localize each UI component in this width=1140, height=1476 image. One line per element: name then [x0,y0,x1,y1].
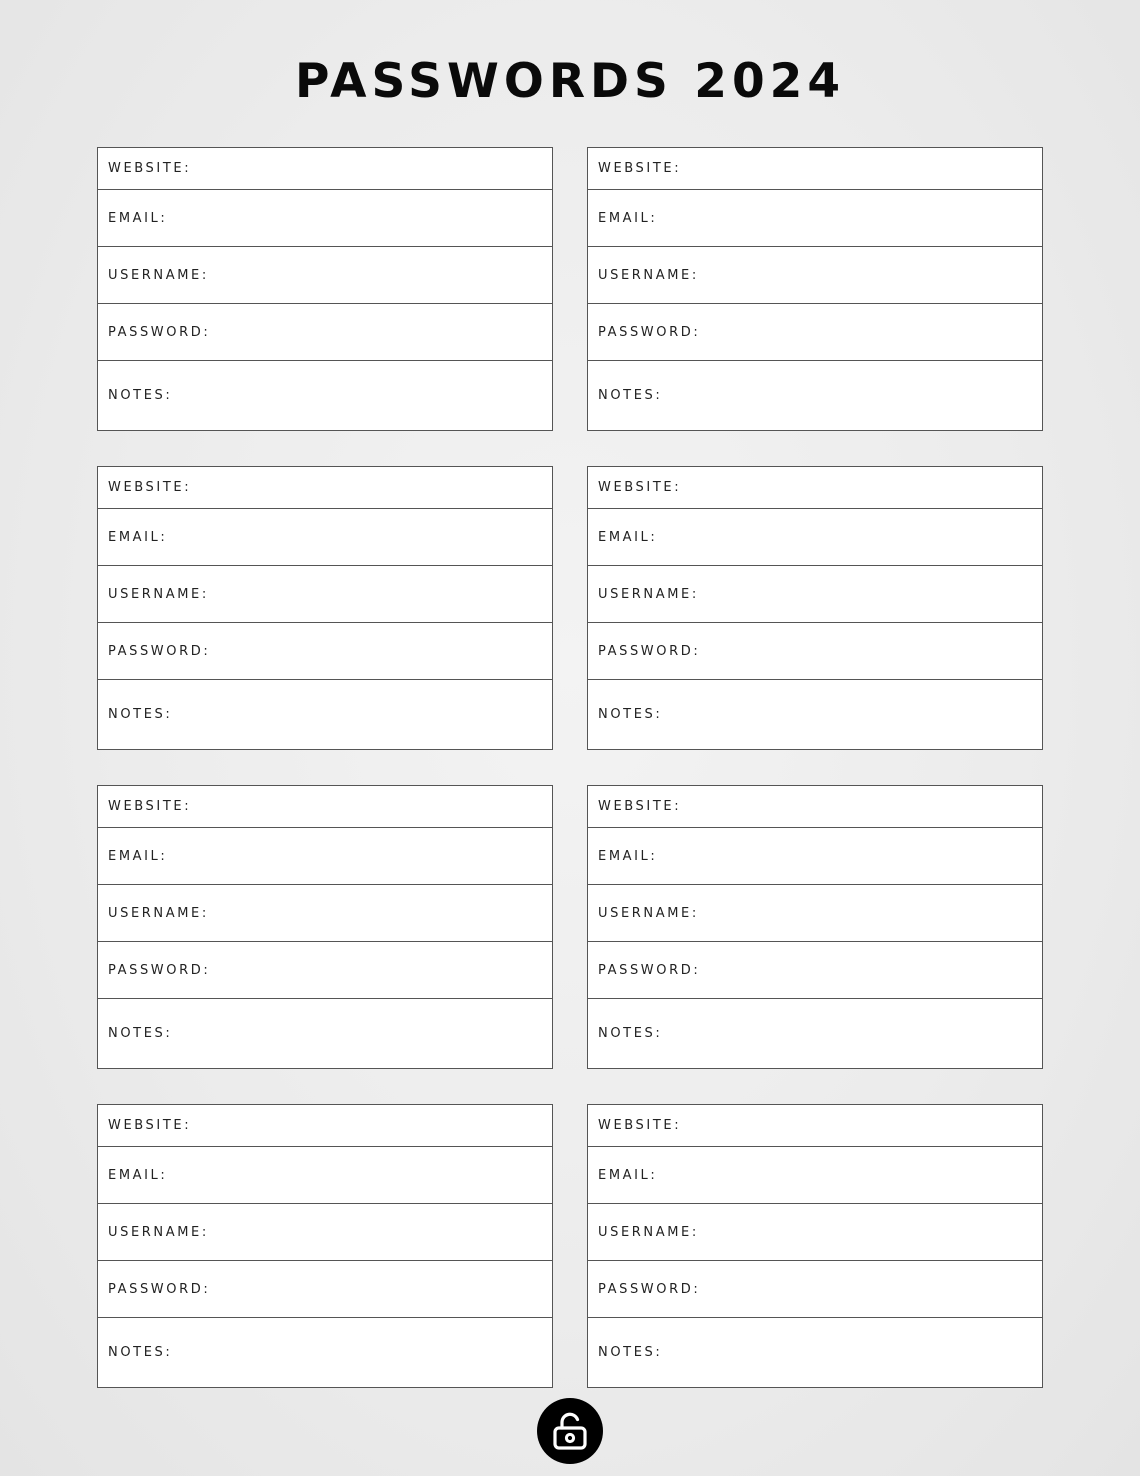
website-field[interactable] [98,148,552,190]
password-entry-card-1 [97,147,553,431]
email-field[interactable] [98,828,552,885]
username-label: USERNAME: [598,586,699,602]
username-field[interactable] [588,247,1042,304]
password-field[interactable] [98,623,552,680]
password-entry-card-3 [97,466,553,750]
password-entry-card-2 [587,147,1043,431]
website-label: WEBSITE: [108,161,192,176]
username-field[interactable] [98,566,552,623]
password-entry-card-5 [97,785,553,1069]
password-entry-card-7 [97,1104,553,1388]
username-label: USERNAME: [108,586,209,602]
email-label: EMAIL: [108,1167,168,1183]
password-field[interactable] [98,1261,552,1318]
password-label: PASSWORD: [598,1281,701,1297]
website-field[interactable] [588,467,1042,509]
website-field[interactable] [98,786,552,828]
password-label: PASSWORD: [598,643,701,659]
notes-label: NOTES: [598,707,663,722]
website-label: WEBSITE: [108,799,192,814]
website-field[interactable] [98,467,552,509]
notes-field[interactable] [98,1318,552,1387]
email-label: EMAIL: [108,210,168,226]
password-field[interactable] [588,304,1042,361]
notes-label: NOTES: [108,1345,173,1360]
username-field[interactable] [98,885,552,942]
username-field[interactable] [588,566,1042,623]
password-label: PASSWORD: [108,643,211,659]
password-field[interactable] [98,942,552,999]
email-field[interactable] [98,190,552,247]
notes-label: NOTES: [598,388,663,403]
website-label: WEBSITE: [598,480,682,495]
email-field[interactable] [98,509,552,566]
username-label: USERNAME: [598,267,699,283]
notes-label: NOTES: [108,388,173,403]
password-field[interactable] [588,623,1042,680]
notes-field[interactable] [588,999,1042,1068]
website-label: WEBSITE: [598,1118,682,1133]
unlocked-padlock-icon [550,1411,590,1451]
username-field[interactable] [98,1204,552,1261]
website-field[interactable] [588,1105,1042,1147]
email-label: EMAIL: [108,529,168,545]
email-field[interactable] [588,509,1042,566]
username-label: USERNAME: [598,1224,699,1240]
username-label: USERNAME: [108,267,209,283]
website-label: WEBSITE: [108,1118,192,1133]
username-field[interactable] [588,1204,1042,1261]
page-title: PASSWORDS 2024 [294,54,846,109]
email-label: EMAIL: [598,210,658,226]
website-field[interactable] [588,786,1042,828]
password-label: PASSWORD: [108,962,211,978]
password-label: PASSWORD: [598,962,701,978]
notes-label: NOTES: [598,1026,663,1041]
email-field[interactable] [98,1147,552,1204]
lock-badge [537,1398,603,1464]
email-label: EMAIL: [598,848,658,864]
password-entry-card-8 [587,1104,1043,1388]
website-field[interactable] [588,148,1042,190]
website-label: WEBSITE: [598,799,682,814]
notes-field[interactable] [588,680,1042,749]
password-field[interactable] [98,304,552,361]
username-label: USERNAME: [598,905,699,921]
website-field[interactable] [98,1105,552,1147]
password-field[interactable] [588,1261,1042,1318]
password-label: PASSWORD: [108,1281,211,1297]
username-field[interactable] [98,247,552,304]
notes-field[interactable] [588,361,1042,430]
password-label: PASSWORD: [598,324,701,340]
password-entry-card-6 [587,785,1043,1069]
email-field[interactable] [588,190,1042,247]
notes-label: NOTES: [108,1026,173,1041]
username-field[interactable] [588,885,1042,942]
username-label: USERNAME: [108,905,209,921]
notes-field[interactable] [98,361,552,430]
notes-field[interactable] [588,1318,1042,1387]
email-label: EMAIL: [108,848,168,864]
notes-field[interactable] [98,999,552,1068]
password-field[interactable] [588,942,1042,999]
website-label: WEBSITE: [108,480,192,495]
notes-label: NOTES: [108,707,173,722]
username-label: USERNAME: [108,1224,209,1240]
password-entry-card-4 [587,466,1043,750]
notes-label: NOTES: [598,1345,663,1360]
email-label: EMAIL: [598,1167,658,1183]
password-label: PASSWORD: [108,324,211,340]
email-label: EMAIL: [598,529,658,545]
email-field[interactable] [588,1147,1042,1204]
email-field[interactable] [588,828,1042,885]
notes-field[interactable] [98,680,552,749]
website-label: WEBSITE: [598,161,682,176]
